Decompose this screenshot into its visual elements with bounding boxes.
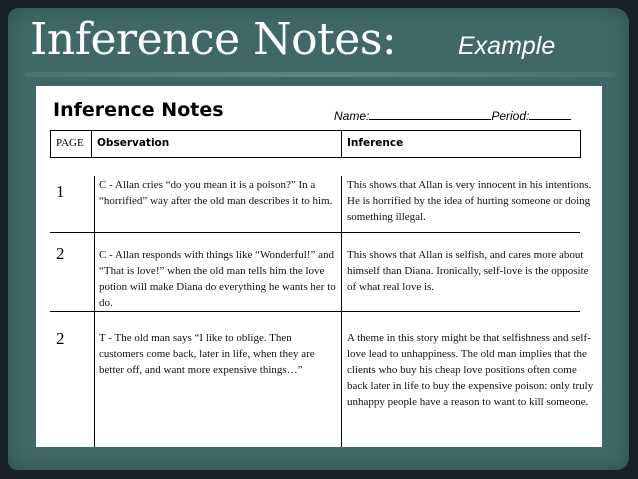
row-page-number: 2 [56, 329, 65, 348]
header-divider [91, 131, 92, 157]
row-page-number: 2 [56, 244, 65, 263]
slide-subtitle: Example [458, 32, 556, 60]
header-observation: Observation [97, 137, 170, 149]
name-blank [369, 108, 491, 120]
name-label: Name: [334, 109, 370, 123]
table-header [50, 130, 581, 158]
name-period-line [334, 108, 571, 123]
row-observation: C - Allan cries “do you mean it is a poison?” In a “horrified” way after the old man describes it to him. [99, 179, 333, 207]
row-divider [50, 232, 580, 233]
document-title: Inference Notes [53, 99, 224, 121]
header-page: PAGE [56, 137, 84, 149]
row-divider [50, 311, 580, 312]
slide-title: Inference Notes: [30, 14, 397, 65]
row-observation: T - The old man says “I like to oblige. Then customers come back, later in life, when they are better off, and want more expensive things…” [99, 332, 315, 376]
row-inference: This shows that Allan is very innocent in his intentions. He is horrified by the idea of hurting someone or doing something illegal. [347, 179, 592, 223]
header-divider [341, 131, 342, 157]
inference-notes-document [36, 86, 602, 447]
row-inference: A theme in this story might be that selfishness and self-love lead to unhappiness. The old man implies that the clients who buy his cheap love positions often come back later in life to buy the expensive poison: only truly unhappy people have a reason to want to kill someone. [347, 332, 594, 408]
header-inference: Inference [347, 137, 404, 149]
period-blank [529, 108, 571, 120]
row-inference: This shows that Allan is selfish, and cares more about himself than Diana. Ironically, self-love is the opposite of what real love is. [347, 249, 589, 293]
title-underline-decoration [24, 72, 616, 77]
row-observation: C - Allan responds with things like “Wonderful!” and “That is love!” when the old man tells him the love potion will make Diana do everything he wants her to do. [99, 249, 336, 309]
period-label: Period: [491, 109, 530, 123]
row-page-number: 1 [56, 182, 65, 201]
